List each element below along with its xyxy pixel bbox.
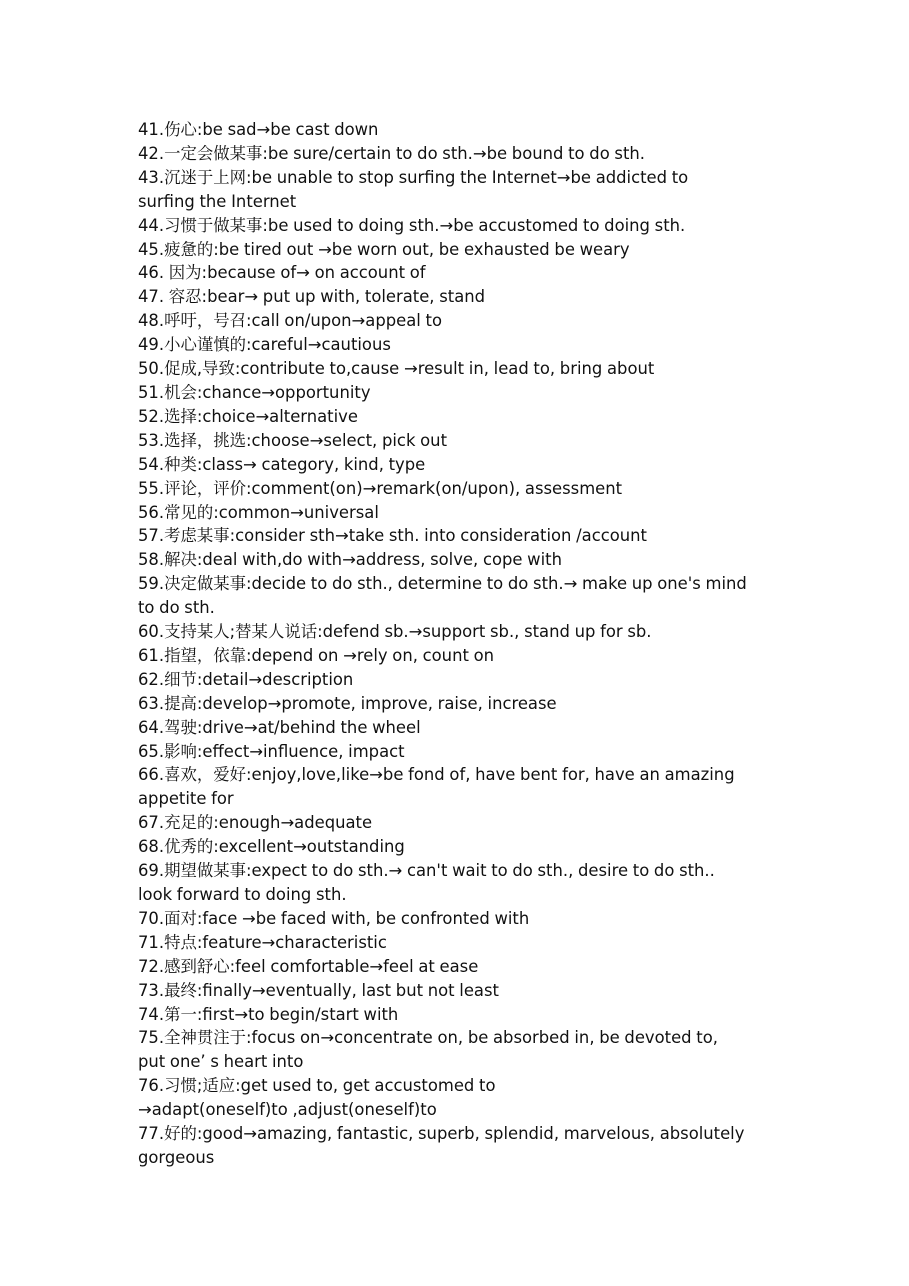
vocabulary-entry: 67.充足的:enough→adequate xyxy=(138,813,373,833)
vocabulary-entry: 70.面对:face →be faced with, be confronted with xyxy=(138,908,530,928)
vocabulary-entry: 63.提高:develop→promote, improve, raise, increase xyxy=(138,693,557,713)
entry-line: look forward to doing sth. xyxy=(138,885,347,904)
vocabulary-list xyxy=(138,118,788,1170)
vocabulary-entry: 47. 容忍:bear→ put up with, tolerate, stand xyxy=(138,287,486,307)
vocabulary-entry: 42.一定会做某事:be sure/certain to do sth.→be bound to do sth. xyxy=(138,143,645,163)
vocabulary-entry: 65.影响:effect→influence, impact xyxy=(138,741,405,761)
vocabulary-entry: 54.种类:class→ category, kind, type xyxy=(138,454,426,474)
vocabulary-entry: 41.伤心:be sad→be cast down xyxy=(138,120,379,139)
vocabulary-entry: 72.感到舒心:feel comfortable→feel at ease xyxy=(138,956,479,976)
vocabulary-entry: 45.疲惫的:be tired out →be worn out, be exhausted be weary xyxy=(138,239,630,259)
vocabulary-entry: 51.机会:chance→opportunity xyxy=(138,382,371,402)
entry-line: 75.全神贯注于:focus on→concentrate on, be absorbed in, be devoted to, xyxy=(138,1028,718,1048)
vocabulary-entry: 68.优秀的:excellent→outstanding xyxy=(138,837,405,857)
vocabulary-entry: 56.常见的:common→universal xyxy=(138,502,379,522)
vocabulary-entry: 57.考虑某事:consider sth→take sth. into consideration /account xyxy=(138,526,647,546)
entry-line: 43.沉迷于上网:be unable to stop surfing the Internet→be addicted to xyxy=(138,167,689,187)
vocabulary-entry: 60.支持某人;替某人说话:defend sb.→support sb., stand up for sb. xyxy=(138,622,652,642)
entry-line: 77.好的:good→amazing, fantastic, superb, splendid, marvelous, absolutely xyxy=(138,1124,745,1144)
vocabulary-entry: 62.细节:detail→description xyxy=(138,669,354,689)
vocabulary-entry: 48.呼吁，号召:call on/upon→appeal to xyxy=(138,311,442,331)
vocabulary-entry: 61.指望，依靠:depend on →rely on, count on xyxy=(138,645,495,665)
entry-line: surfing the Internet xyxy=(138,191,297,211)
vocabulary-entry xyxy=(138,572,788,620)
vocabulary-entry: 53.选择，挑选:choose→select, pick out xyxy=(138,430,447,450)
vocabulary-entry xyxy=(138,763,788,811)
vocabulary-entry xyxy=(138,1074,788,1122)
vocabulary-entry: 49.小心谨慎的:careful→cautious xyxy=(138,335,391,355)
vocabulary-entry: 46. 因为:because of→ on account of xyxy=(138,263,426,283)
entry-line: 69.期望做某事:expect to do sth.→ can't wait to do sth., desire to do sth.. xyxy=(138,861,715,881)
entry-line: 59.决定做某事:decide to do sth., determine to do sth.→ make up one's mind xyxy=(138,574,747,594)
entry-line: 66.喜欢，爱好:enjoy,love,like→be fond of, have bent for, have an amazing xyxy=(138,765,735,785)
entry-line: →adapt(oneself)to ,adjust(oneself)to xyxy=(138,1100,437,1120)
entry-line: to do sth. xyxy=(138,598,215,618)
vocabulary-entry: 71.特点:feature→characteristic xyxy=(138,932,387,952)
vocabulary-entry xyxy=(138,166,788,214)
vocabulary-entry: 58.解决:deal with,do with→address, solve, cope with xyxy=(138,550,562,570)
entry-line: appetite for xyxy=(138,789,234,809)
vocabulary-entry: 73.最终:finally→eventually, last but not least xyxy=(138,980,499,1000)
entry-line: 76.习惯;适应:get used to, get accustomed to xyxy=(138,1076,496,1096)
vocabulary-entry: 50.促成,导致:contribute to,cause →result in, lead to, bring about xyxy=(138,359,655,379)
entry-line: put one’ s heart into xyxy=(138,1052,304,1072)
vocabulary-entry xyxy=(138,859,788,907)
vocabulary-entry xyxy=(138,1122,788,1170)
vocabulary-entry: 55.评论，评价:comment(on)→remark(on/upon), assessment xyxy=(138,478,623,498)
vocabulary-entry: 44.习惯于做某事:be used to doing sth.→be accustomed to doing sth. xyxy=(138,215,686,235)
vocabulary-entry: 52.选择:choice→alternative xyxy=(138,406,358,426)
vocabulary-entry: 74.第一:first→to begin/start with xyxy=(138,1004,399,1024)
entry-line: gorgeous xyxy=(138,1147,215,1167)
vocabulary-entry: 64.驾驶:drive→at/behind the wheel xyxy=(138,717,421,737)
vocabulary-entry xyxy=(138,1026,788,1074)
